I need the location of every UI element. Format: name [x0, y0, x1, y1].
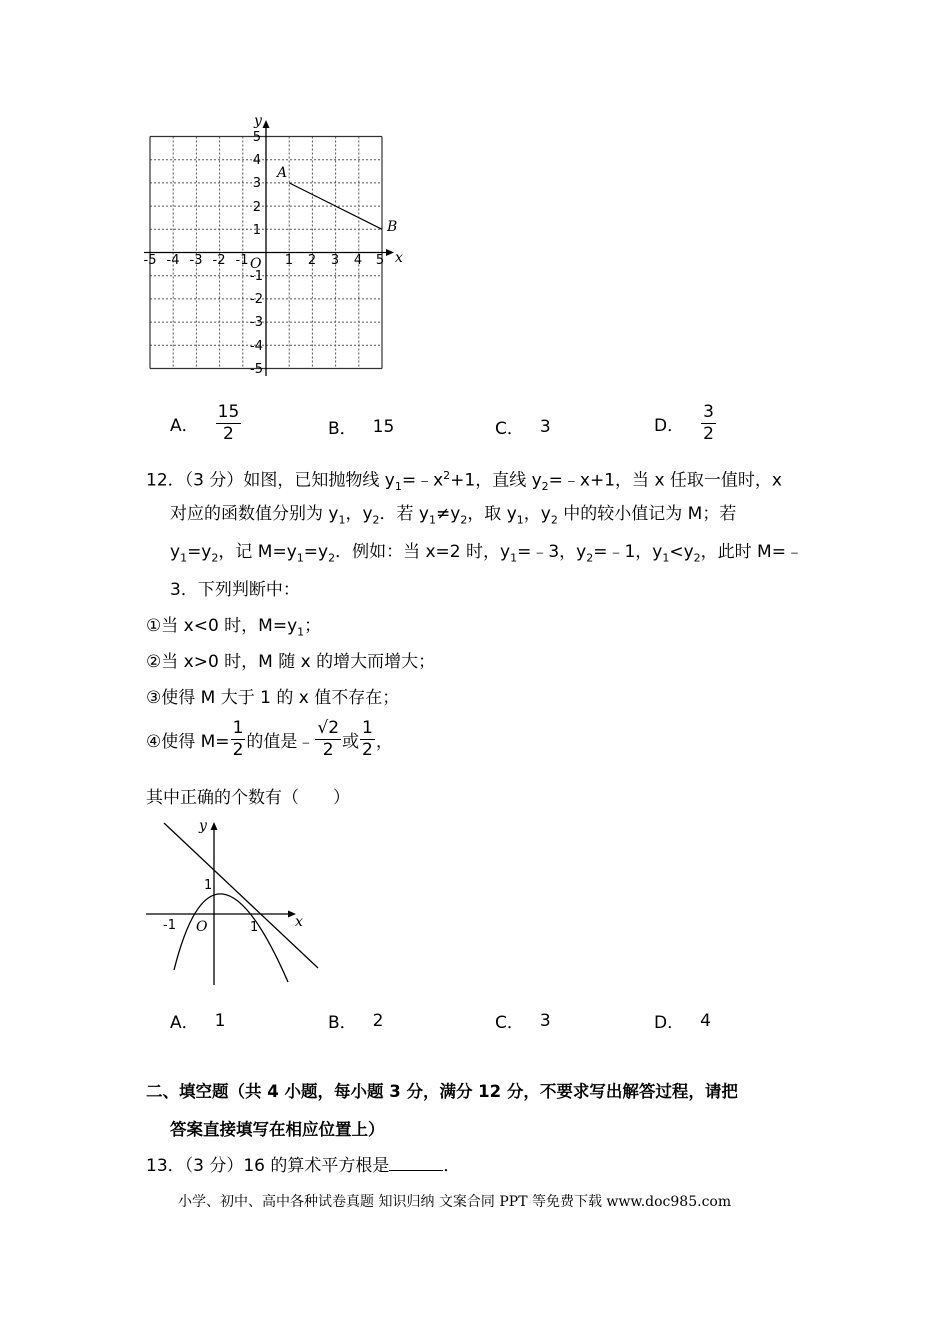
answer-blank	[389, 1154, 443, 1171]
x-tick-label: 4	[353, 253, 363, 268]
page-footer: 小学、初中、高中各种试卷真题 知识归纳 文案合同 PPT 等免费下载 www.doc985.com	[178, 1194, 732, 1210]
x-tick-label: -2	[212, 253, 226, 268]
option-label: C．	[495, 419, 524, 439]
y-tick-label: 4	[252, 153, 261, 168]
fraction	[701, 404, 716, 443]
option-label: B．	[328, 419, 357, 439]
fraction-denominator: 2	[223, 424, 234, 444]
y-tick-label: -1	[250, 269, 263, 284]
fraction-numerator: 15	[217, 402, 240, 422]
y-tick-label: 2	[252, 200, 261, 215]
q13-text: 13．（3 分）16 的算术平方根是 ．	[146, 1156, 461, 1176]
q12-option-d: D． 4	[654, 1010, 711, 1033]
q12-line-1: 12．（3 分）如图，已知抛物线 $y_1=﹣x^2+1$，直线 $y_2=﹣x+1$，当 x 任取一值时，x	[146, 469, 782, 494]
parabola-figure	[140, 810, 340, 990]
q12-line-3: $y_1=y_2$，记 $M=y_1=y_2$．例如：当 x=2 时，$y_1=﹣3$，$y_2=﹣1$，$y_1<y_2$，此时 M=﹣	[170, 542, 803, 565]
x-tick-label: -1	[235, 253, 249, 268]
y-tick-label: 3	[252, 176, 261, 191]
q12-statement-1: ①当 x<0 时，$M=y_1$；	[146, 616, 322, 639]
origin-label: O	[196, 919, 208, 935]
option-label: D．	[654, 416, 685, 436]
q11-option-b	[328, 414, 394, 439]
y-tick-label: -5	[250, 362, 263, 377]
x-tick-label: -5	[143, 253, 157, 268]
q12-ask: 其中正确的个数有（ ）	[146, 788, 350, 808]
fraction: $\frac{√2}{2}$	[317, 718, 340, 760]
y-tick-label: -4	[250, 339, 263, 354]
q12-statement-3: ③使得 M 大于 1 的 x 值不存在；	[146, 688, 400, 708]
y-tick-label: -3	[250, 315, 263, 330]
section-2-heading-cont: 答案直接填写在相应位置上）	[170, 1120, 385, 1139]
y-tick-label: 1	[252, 223, 261, 238]
x-tick-label: 2	[307, 253, 317, 268]
q12-option-a: A． 1	[170, 1010, 226, 1033]
y-axis-label: y	[254, 113, 262, 129]
x-tick-label: 1	[250, 920, 259, 935]
y-tick-label: 1	[204, 878, 213, 893]
origin-label: O	[250, 256, 262, 272]
fraction: $\frac{1}{2}$	[362, 718, 373, 760]
option-value: 3	[539, 416, 551, 437]
q11-option-a	[170, 404, 242, 443]
q12-option-c: C． 3	[495, 1010, 551, 1033]
point-a-label: A	[277, 165, 288, 181]
x-tick-label: -4	[166, 253, 180, 268]
q11-option-d	[654, 404, 717, 443]
y-tick-label: 5	[252, 130, 261, 145]
coordinate-grid-figure	[140, 112, 410, 382]
q12-statement-2: ②当 x>0 时，M 随 x 的增大而增大；	[146, 652, 436, 672]
parabola-curve	[174, 894, 288, 982]
option-label: A．	[170, 416, 199, 436]
fraction-denominator: 2	[703, 424, 714, 444]
fraction	[216, 404, 242, 443]
option-value: 15	[372, 416, 395, 437]
y-tick-label: -2	[250, 292, 263, 307]
point-b-label: B	[387, 219, 398, 235]
q12-line-2: 对应的函数值分别为 $y_1$，$y_2$．若 $y_1\ne y_2$，取 $y_1$，$y_2$ 中的较小值记为 M；若	[170, 504, 737, 527]
q11-option-c	[495, 414, 551, 439]
x-axis-label: x	[395, 250, 403, 266]
x-tick-label: 5	[375, 253, 385, 268]
fraction: $\frac{1}{2}$	[232, 718, 244, 760]
y-axis-label: y	[199, 818, 207, 834]
x-tick-label: 1	[284, 253, 294, 268]
q12-line-4: 3．下列判断中：	[170, 580, 300, 600]
fraction-numerator: 3	[703, 402, 714, 422]
q12-statement-4: ④使得 M= $\frac{1}{2}$ 的值是﹣ $\frac{√2}{2}$ 或 $\frac{1}{2}$ ，	[146, 718, 393, 760]
x-tick-label: -1	[163, 918, 176, 933]
x-tick-label: 3	[330, 253, 340, 268]
line-y2	[164, 823, 318, 968]
q12-option-b: B． 2	[328, 1010, 384, 1033]
x-tick-label: -3	[189, 253, 203, 268]
x-axis-label: x	[295, 914, 303, 930]
section-2-heading: 二、填空题（共 4 小题，每小题 3 分，满分 12 分，不要求写出解答过程，请把	[146, 1082, 738, 1101]
